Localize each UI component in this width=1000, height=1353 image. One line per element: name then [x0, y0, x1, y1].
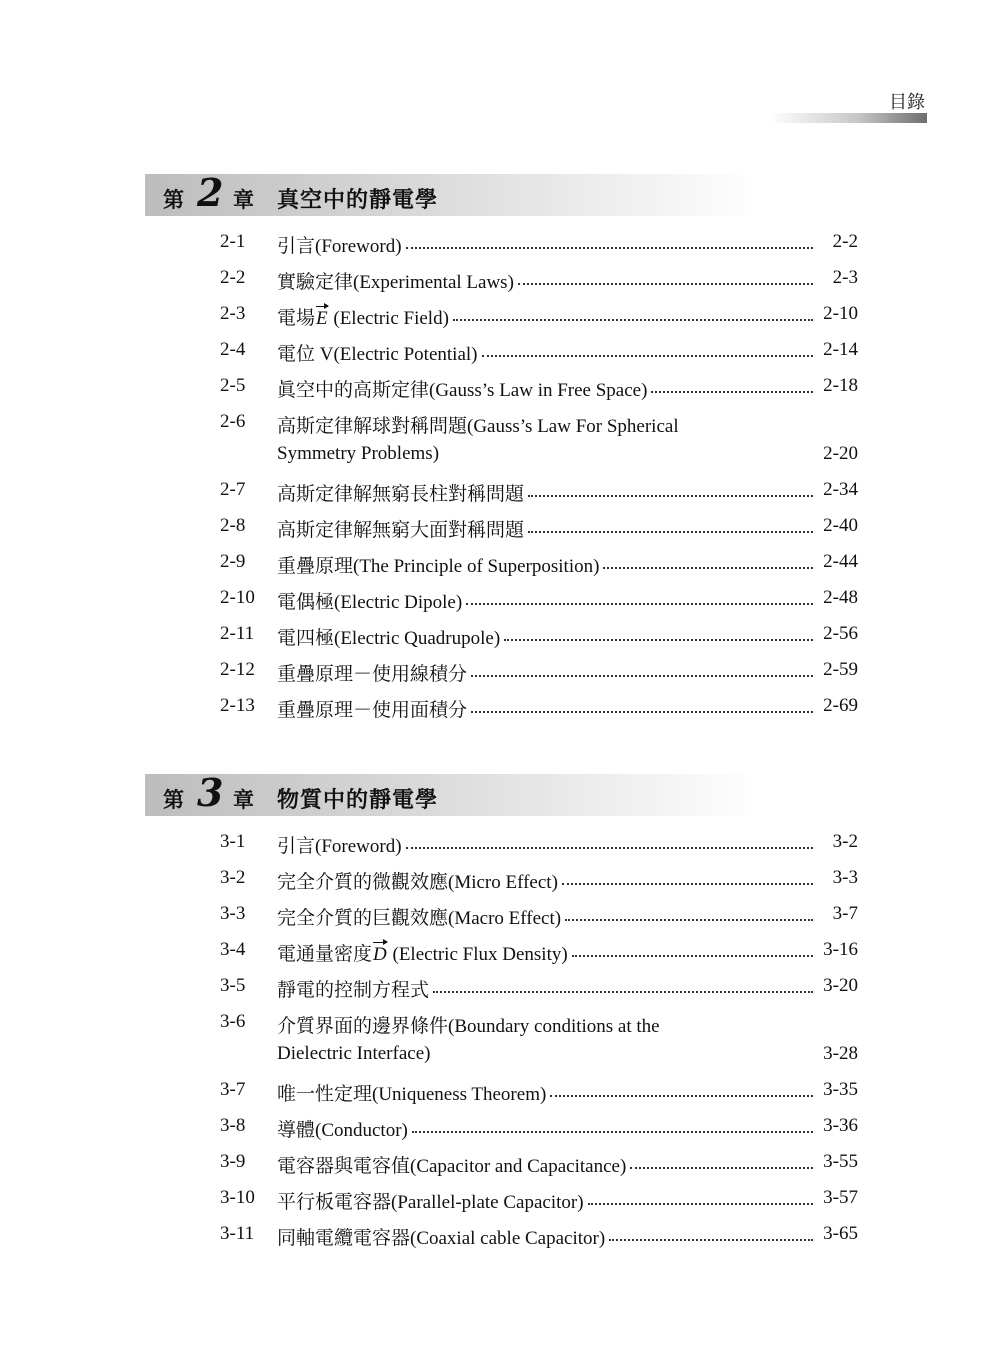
chapter-prefix: 第 [163, 788, 184, 812]
section-number: 2-10 [220, 587, 255, 608]
section-title: 電場E (Electric Field) [277, 308, 449, 329]
section-number: 2-2 [220, 267, 246, 288]
section-title-line [277, 231, 817, 258]
page-number[interactable]: 2-18 [823, 375, 858, 396]
section-title-line [277, 867, 817, 894]
section-number: 3-7 [220, 1079, 246, 1100]
section-title: 唯一性定理(Uniqueness Theorem) [277, 1084, 547, 1105]
section-title-line [277, 1151, 817, 1178]
toc-entry[interactable] [0, 587, 1000, 623]
section-title-line [277, 831, 817, 858]
toc-entry[interactable] [0, 303, 1000, 339]
section-title: 電四極(Electric Quadrupole) [277, 628, 501, 649]
section-title-continued: Symmetry Problems) [277, 443, 440, 464]
section-title-line [277, 551, 817, 578]
section-title-line2 [277, 443, 817, 465]
page-number[interactable]: 2-3 [832, 267, 858, 288]
chapter-suffix: 章 [233, 788, 254, 812]
section-number: 3-2 [220, 867, 246, 888]
vector-symbol: D [373, 944, 387, 965]
section-title: 眞空中的高斯定律(Gauss’s Law in Free Space) [277, 380, 648, 401]
section-title: 高斯定律解球對稱問題(Gauss’s Law For Spherical [277, 416, 679, 437]
toc-entry[interactable] [0, 231, 1000, 267]
chapter-suffix: 章 [233, 188, 254, 212]
section-number: 3-10 [220, 1187, 255, 1208]
section-number: 2-7 [220, 479, 246, 500]
dot-leader [603, 551, 813, 569]
section-number: 3-3 [220, 903, 246, 924]
page-number[interactable]: 3-28 [823, 1043, 858, 1064]
section-title-line1 [277, 1011, 817, 1038]
chapter-heading [145, 770, 757, 816]
page-number[interactable]: 2-34 [823, 479, 858, 500]
section-title: 引言(Foreword) [277, 236, 402, 257]
section-number: 2-3 [220, 303, 246, 324]
section-number: 3-8 [220, 1115, 246, 1136]
toc-entry[interactable] [0, 515, 1000, 551]
section-title-line [277, 1115, 817, 1142]
vector-symbol: E [316, 308, 328, 329]
section-title-line [277, 267, 817, 294]
toc-entry[interactable] [0, 1079, 1000, 1115]
section-title-line [277, 903, 817, 930]
dot-leader [572, 939, 813, 957]
dot-leader [471, 659, 813, 677]
page-number[interactable]: 2-20 [823, 443, 858, 464]
toc-entry[interactable] [0, 375, 1000, 411]
section-number: 2-6 [220, 411, 246, 432]
page-number[interactable]: 2-40 [823, 515, 858, 536]
page-number[interactable]: 3-2 [832, 831, 858, 852]
section-title: 介質界面的邊界條件(Boundary conditions at the [277, 1016, 660, 1037]
dot-leader [550, 1079, 813, 1097]
dot-leader [433, 975, 813, 993]
toc-entry[interactable] [0, 411, 1000, 464]
section-number: 2-13 [220, 695, 255, 716]
toc-entry[interactable] [0, 479, 1000, 515]
section-number: 2-8 [220, 515, 246, 536]
toc-entry[interactable] [0, 267, 1000, 303]
toc-entry[interactable] [0, 939, 1000, 975]
dot-leader [630, 1151, 813, 1169]
chapter-title: 真空中的靜電學 [277, 188, 439, 213]
section-title: 高斯定律解無窮長柱對稱問題 [277, 484, 525, 505]
section-title-line [277, 479, 817, 506]
dot-leader [466, 587, 813, 605]
dot-leader [406, 231, 813, 249]
dot-leader [406, 831, 813, 849]
section-title: 完全介質的巨觀效應(Macro Effect) [277, 908, 562, 929]
running-head-bar [770, 113, 927, 123]
dot-leader [528, 479, 813, 497]
section-title: 高斯定律解無窮大面對稱問題 [277, 520, 525, 541]
section-title: 完全介質的微觀效應(Micro Effect) [277, 872, 558, 893]
section-title-line [277, 1187, 817, 1214]
page-number[interactable]: 3-65 [823, 1223, 858, 1244]
dot-leader [453, 303, 813, 321]
toc-entry[interactable] [0, 831, 1000, 867]
dot-leader [609, 1223, 813, 1241]
page-number[interactable]: 2-10 [823, 303, 858, 324]
section-title: 平行板電容器(Parallel-plate Capacitor) [277, 1192, 584, 1213]
page-number[interactable]: 3-35 [823, 1079, 858, 1100]
page-number[interactable]: 3-57 [823, 1187, 858, 1208]
toc-entry[interactable] [0, 339, 1000, 375]
page-number[interactable]: 3-7 [832, 903, 858, 924]
dot-leader [528, 515, 813, 533]
section-title: 靜電的控制方程式 [277, 980, 430, 1001]
chapter-heading [145, 170, 757, 216]
section-title-line [277, 623, 817, 650]
running-head-title: 目錄 [889, 92, 925, 113]
section-title-line [277, 975, 817, 1002]
dot-leader [412, 1115, 813, 1133]
toc-entry[interactable] [0, 867, 1000, 903]
page-number[interactable]: 2-48 [823, 587, 858, 608]
chapter-number: 2 [197, 170, 224, 215]
dot-leader [471, 695, 813, 713]
page-number[interactable]: 3-55 [823, 1151, 858, 1172]
section-number: 3-9 [220, 1151, 246, 1172]
section-number: 2-5 [220, 375, 246, 396]
section-title-line [277, 375, 817, 402]
section-number: 2-9 [220, 551, 246, 572]
section-number: 3-4 [220, 939, 246, 960]
section-title: 電通量密度D (Electric Flux Density) [277, 944, 568, 965]
section-number: 2-4 [220, 339, 246, 360]
chapter-number: 3 [197, 770, 224, 815]
dot-leader [504, 623, 813, 641]
section-title-line [277, 515, 817, 542]
page-number[interactable]: 3-16 [823, 939, 858, 960]
page-number[interactable]: 2-56 [823, 623, 858, 644]
page-number[interactable]: 3-20 [823, 975, 858, 996]
toc-entry[interactable] [0, 695, 1000, 731]
dot-leader [651, 375, 813, 393]
toc-entry[interactable] [0, 1187, 1000, 1223]
section-number: 2-12 [220, 659, 255, 680]
dot-leader [518, 267, 813, 285]
toc-entry[interactable] [0, 551, 1000, 587]
section-title-line [277, 659, 817, 686]
toc-entry[interactable] [0, 975, 1000, 1011]
toc-entry[interactable] [0, 1223, 1000, 1259]
page-number[interactable]: 3-3 [832, 867, 858, 888]
section-title-line [277, 695, 817, 722]
section-title-line1 [277, 411, 817, 438]
section-title: 重疊原理(The Principle of Superposition) [277, 556, 600, 577]
section-title: 重疊原理－使用面積分 [277, 700, 468, 721]
section-title: 導體(Conductor) [277, 1120, 408, 1141]
toc-entry[interactable] [0, 1115, 1000, 1151]
section-title: 電容器與電容值(Capacitor and Capacitance) [277, 1156, 627, 1177]
chapter-prefix: 第 [163, 188, 184, 212]
toc-entry[interactable] [0, 659, 1000, 695]
toc-entry[interactable] [0, 1011, 1000, 1064]
section-title: 同軸電纜電容器(Coaxial cable Capacitor) [277, 1228, 606, 1249]
section-title-line [277, 303, 817, 330]
dot-leader [565, 903, 813, 921]
dot-leader [588, 1187, 813, 1205]
section-title-line [277, 1079, 817, 1106]
section-number: 3-5 [220, 975, 246, 996]
section-number: 3-11 [220, 1223, 255, 1244]
section-title: 實驗定律(Experimental Laws) [277, 272, 514, 293]
section-title-line [277, 1223, 817, 1250]
section-number: 2-1 [220, 231, 246, 252]
section-title: 電位 V(Electric Potential) [277, 344, 478, 365]
toc-entry[interactable] [0, 623, 1000, 659]
section-title-line2 [277, 1043, 817, 1065]
section-title: 電偶極(Electric Dipole) [277, 592, 463, 613]
page-number[interactable]: 2-69 [823, 695, 858, 716]
section-title: 引言(Foreword) [277, 836, 402, 857]
page-number[interactable]: 2-14 [823, 339, 858, 360]
dot-leader [562, 867, 813, 885]
section-title-continued: Dielectric Interface) [277, 1043, 431, 1064]
section-title-line [277, 339, 817, 366]
toc-entry[interactable] [0, 903, 1000, 939]
section-number: 3-6 [220, 1011, 246, 1032]
section-number: 3-1 [220, 831, 246, 852]
section-title-line [277, 939, 817, 966]
section-title: 重疊原理－使用線積分 [277, 664, 468, 685]
chapter-title: 物質中的靜電學 [277, 788, 439, 813]
section-title-line [277, 587, 817, 614]
page-number[interactable]: 3-36 [823, 1115, 858, 1136]
dot-leader [482, 339, 814, 357]
page-number[interactable]: 2-59 [823, 659, 858, 680]
section-number: 2-11 [220, 623, 255, 644]
toc-entry[interactable] [0, 1151, 1000, 1187]
page-number[interactable]: 2-44 [823, 551, 858, 572]
page-number[interactable]: 2-2 [832, 231, 858, 252]
